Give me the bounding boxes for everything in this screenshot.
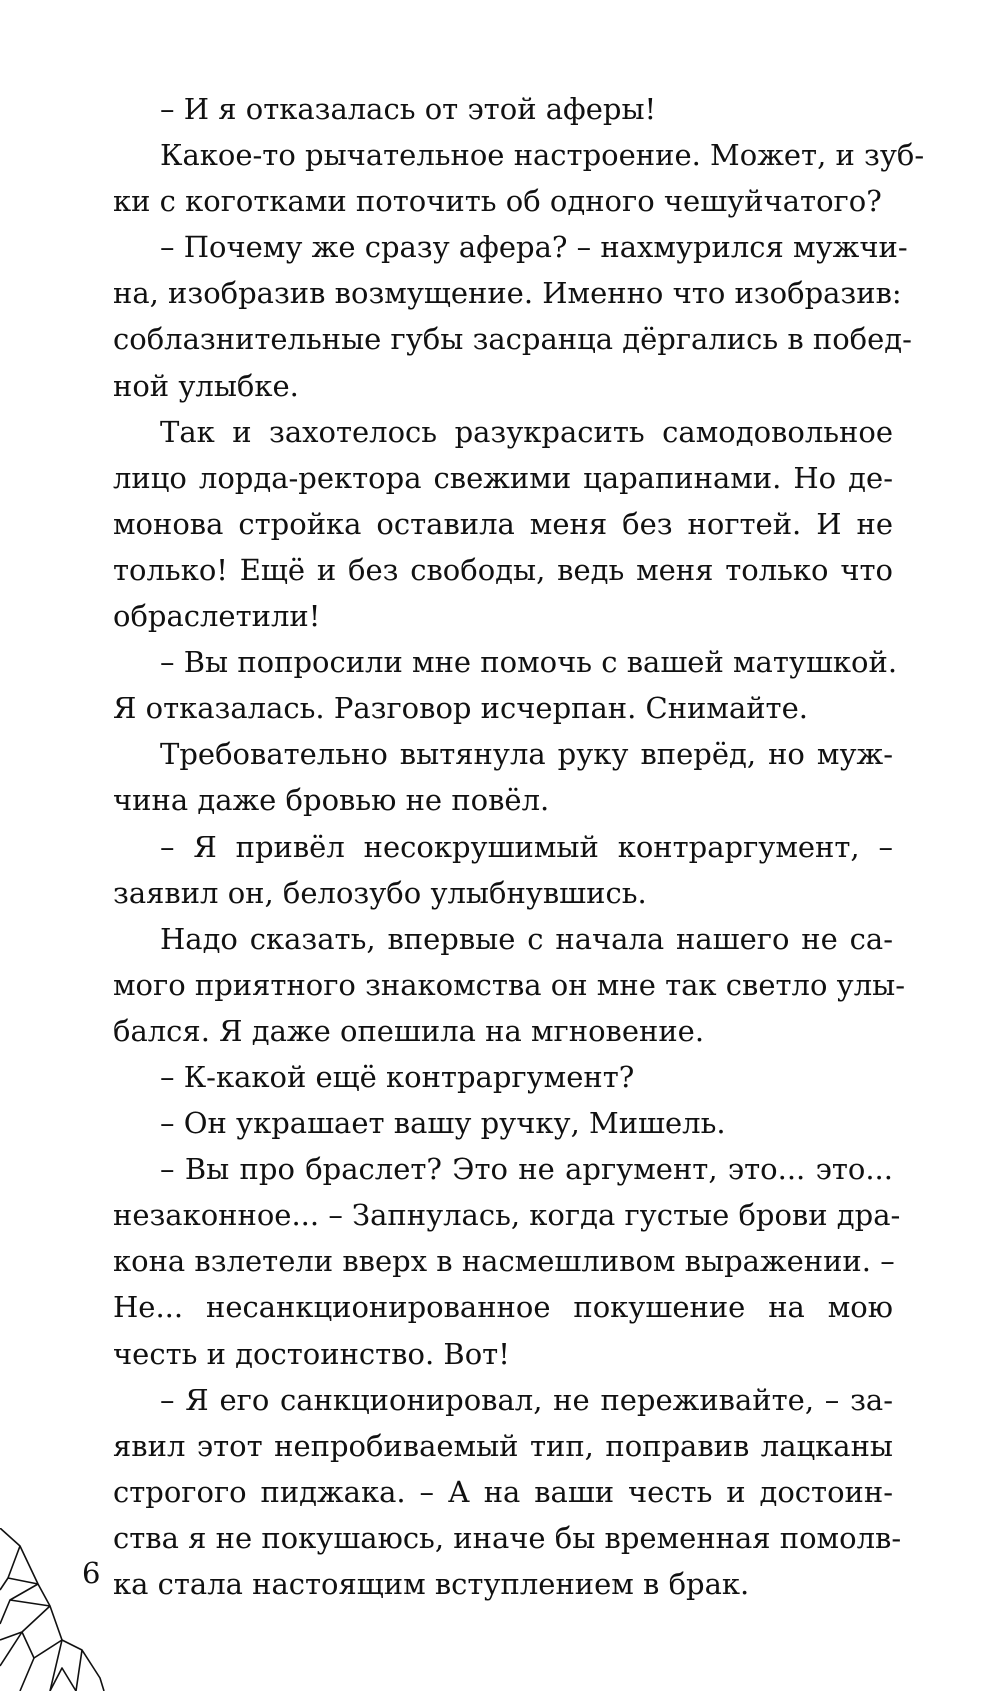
text-line: Надо сказать, впервые с начала нашего не са-	[160, 921, 893, 956]
text-line: – Вы попросили мне помочь с вашей матушкой.	[160, 645, 898, 680]
text-line: строгого пиджака. – А на ваши честь и достоин-	[113, 1474, 893, 1509]
text-line: ки с коготками поточить об одного чешуйчатого?	[113, 184, 882, 219]
text-line: незаконное... – Запнулась, когда густые брови дра-	[113, 1198, 901, 1233]
text-line: Так и захотелось разукрасить самодовольное	[160, 414, 893, 449]
text-line: чина даже бровью не повёл.	[113, 783, 550, 818]
crystal-ornament-facet	[0, 1606, 50, 1640]
text-line: – К-какой ещё контраргумент?	[160, 1059, 635, 1094]
text-line: явил этот непробиваемый тип, поправив лацканы	[113, 1428, 893, 1463]
text-line: – Он украшает вашу ручку, Мишель.	[160, 1106, 726, 1141]
text-line: монова стройка оставила меня без ногтей. И не	[113, 506, 893, 541]
crystal-ornament-facet	[8, 1578, 38, 1584]
crystal-ornament-facet	[10, 1600, 50, 1606]
text-line: Я отказалась. Разговор исчерпан. Снимайте.	[113, 691, 808, 726]
text-line: Какое-то рычательное настроение. Может, и зуб-	[160, 138, 925, 173]
crystal-ornament-facet	[0, 1632, 22, 1666]
crystal-ornament-facet	[62, 1640, 104, 1691]
text-line: – Вы про браслет? Это не аргумент, это... это...	[160, 1152, 893, 1187]
crystal-ornament-icon	[0, 1528, 120, 1691]
text-line: на, изобразив возмущение. Именно что изобразив:	[113, 276, 902, 311]
text-line: Требовательно вытянула руку вперёд, но муж-	[160, 737, 893, 772]
text-line: – Почему же сразу афера? – нахмурился мужчи-	[160, 230, 908, 265]
text-line: – Я привёл несокрушимый контраргумент, –	[160, 829, 893, 864]
text-line: бался. Я даже опешила на мгновение.	[113, 1013, 705, 1048]
text-line: ства я не покушаюсь, иначе бы временная помолв-	[113, 1520, 902, 1555]
text-line: – И я отказалась от этой аферы!	[160, 92, 657, 126]
text-line: – Я его санкционировал, не переживайте, – за-	[160, 1382, 893, 1417]
text-line: ка стала настоящим вступлением в брак.	[113, 1567, 750, 1601]
text-line: соблазнительные губы засранца дёргались в побед-	[113, 322, 912, 357]
text-line: заявил он, белозубо улыбнувшись.	[113, 875, 647, 910]
crystal-ornament-facet	[76, 1650, 82, 1691]
crystal-ornament-facet	[0, 1546, 20, 1590]
text-line: кона взлетели вверх в насмешливом выражении. –	[113, 1244, 895, 1279]
page-body-text	[113, 86, 925, 1607]
text-line: Не... несанкционированное покушение на мою	[113, 1290, 893, 1325]
text-line: только! Ещё и без свободы, ведь меня только что	[113, 552, 893, 587]
text-line: обраслетили!	[113, 599, 321, 634]
text-line: мого приятного знакомства он мне так светло улы-	[113, 967, 905, 1002]
text-line: честь и достоинство. Вот!	[113, 1336, 510, 1371]
text-line: ной улыбке.	[113, 368, 299, 403]
crystal-ornament-facet	[20, 1632, 34, 1691]
page-number: 6	[82, 1556, 101, 1590]
text-line: лицо лорда-ректора свежими царапинами. Но де-	[113, 460, 893, 495]
